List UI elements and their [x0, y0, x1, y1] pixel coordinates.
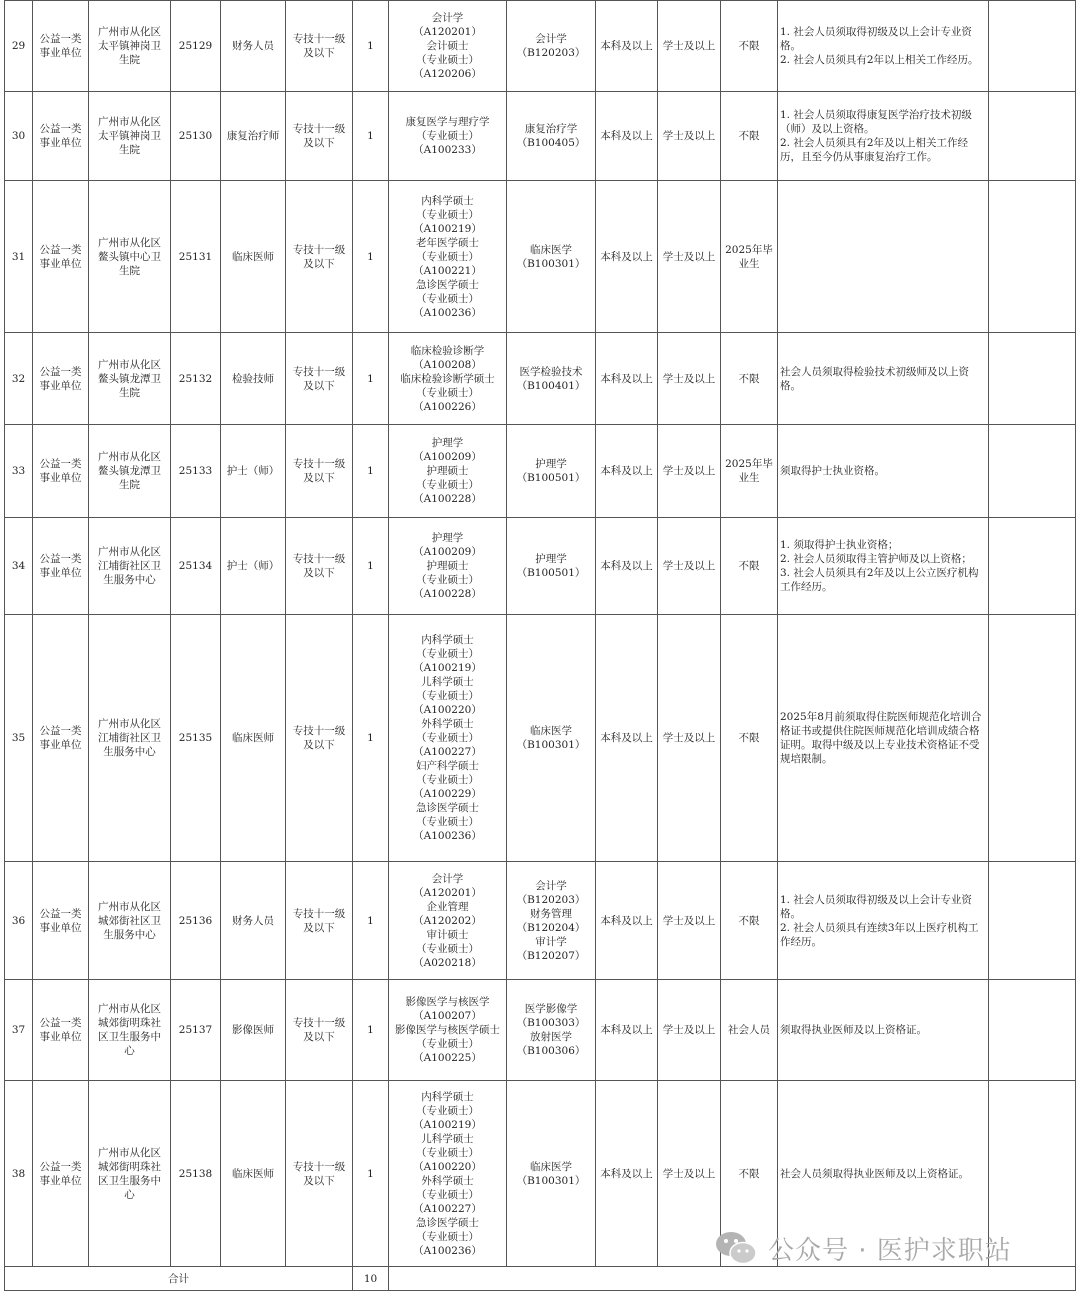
- hire-count: 1: [353, 181, 389, 333]
- position-code: 25135: [171, 615, 221, 862]
- position-level: 专技十一级 及以下: [286, 615, 353, 862]
- employer: 广州市从化区 鳌头镇龙潭卫 生院: [89, 425, 171, 518]
- undergraduate-major: 护理学 （B100501）: [507, 425, 596, 518]
- graduate-major: 护理学 （A100209） 护理硕士 （专业硕士） （A100228）: [389, 518, 507, 615]
- employer: 广州市从化区 江埔街社区卫 生服务中心: [89, 518, 171, 615]
- employer: 广州市从化区 鳌头镇中心卫 生院: [89, 181, 171, 333]
- position-name: 临床医师: [221, 1081, 286, 1267]
- position-name: 影像医师: [221, 980, 286, 1081]
- graduate-major: 护理学 （A100209） 护理硕士 （专业硕士） （A100228）: [389, 425, 507, 518]
- hire-count: 1: [353, 862, 389, 980]
- degree: 学士及以上: [658, 333, 721, 425]
- position-name: 康复治疗师: [221, 92, 286, 181]
- other-requirements: [778, 181, 989, 333]
- table-row: [5, 333, 1076, 425]
- total-row-filler: [389, 1267, 1076, 1291]
- position-code: 25136: [171, 862, 221, 980]
- position-code: 25132: [171, 333, 221, 425]
- hire-count: 1: [353, 1, 389, 92]
- notes: [989, 1, 1076, 92]
- target-applicants: 不限: [721, 1, 778, 92]
- undergraduate-major: 护理学 （B100501）: [507, 518, 596, 615]
- education: 本科及以上: [596, 92, 658, 181]
- hire-count: 1: [353, 615, 389, 862]
- watermark: [714, 1226, 1054, 1270]
- education: 本科及以上: [596, 181, 658, 333]
- position-level: 专技十一级 及以下: [286, 518, 353, 615]
- education: 本科及以上: [596, 425, 658, 518]
- other-requirements: 1. 社会人员须取得康复医学治疗技术初级（师）及以上资格。 2. 社会人员须具有2年及以上相关工作经历，且至今仍从事康复治疗工作。: [778, 92, 989, 181]
- total-label: 合计: [5, 1267, 353, 1291]
- hire-count: 1: [353, 92, 389, 181]
- row-number: 31: [5, 181, 33, 333]
- position-code: 25133: [171, 425, 221, 518]
- education: 本科及以上: [596, 1081, 658, 1267]
- hire-count: 1: [353, 980, 389, 1081]
- other-requirements: 1. 须取得护士执业资格； 2. 社会人员须取得主管护师及以上资格； 3. 社会人员须具有2年及以上公立医疗机构工作经历。: [778, 518, 989, 615]
- position-level: 专技十一级 及以下: [286, 333, 353, 425]
- other-requirements: 1. 社会人员须取得初级及以上会计专业资格。 2. 社会人员须具有2年以上相关工作经历。: [778, 1, 989, 92]
- total-count: 10: [353, 1267, 389, 1291]
- position-name: 检验技师: [221, 333, 286, 425]
- hire-count: 1: [353, 1081, 389, 1267]
- unit-type: 公益一类 事业单位: [33, 333, 89, 425]
- target-applicants: 不限: [721, 92, 778, 181]
- hire-count: 1: [353, 518, 389, 615]
- graduate-major: 内科学硕士 （专业硕士） （A100219） 儿科学硕士 （专业硕士） （A100220） 外科学硕士 （专业硕士） （A100227） 急诊医学硕士 （专业硕士） （A100236）: [389, 1081, 507, 1267]
- position-name: 护士（师）: [221, 425, 286, 518]
- undergraduate-major: 会计学 （B120203）: [507, 1, 596, 92]
- graduate-major: 内科学硕士 （专业硕士） （A100219） 儿科学硕士 （专业硕士） （A100220） 外科学硕士 （专业硕士） （A100227） 妇产科学硕士 （专业硕士） （A100229） 急诊医学硕士 （专业硕士） （A100236）: [389, 615, 507, 862]
- position-code: 25130: [171, 92, 221, 181]
- table-row: [5, 425, 1076, 518]
- notes: [989, 518, 1076, 615]
- employer: 广州市从化区 城郊街社区卫 生服务中心: [89, 862, 171, 980]
- notes: [989, 425, 1076, 518]
- position-name: 临床医师: [221, 181, 286, 333]
- total-row: [5, 1267, 1076, 1291]
- degree: 学士及以上: [658, 518, 721, 615]
- target-applicants: 2025年毕 业生: [721, 181, 778, 333]
- graduate-major: 临床检验诊断学 （A100208） 临床检验诊断学硕士 （专业硕士） （A100226）: [389, 333, 507, 425]
- degree: 学士及以上: [658, 862, 721, 980]
- education: 本科及以上: [596, 980, 658, 1081]
- employer: 广州市从化区 城郊街明珠社 区卫生服务中 心: [89, 980, 171, 1081]
- position-level: 专技十一级 及以下: [286, 181, 353, 333]
- recruitment-table: [4, 0, 1076, 1291]
- target-applicants: 不限: [721, 333, 778, 425]
- degree: 学士及以上: [658, 615, 721, 862]
- position-code: 25138: [171, 1081, 221, 1267]
- row-number: 38: [5, 1081, 33, 1267]
- position-code: 25131: [171, 181, 221, 333]
- position-code: 25137: [171, 980, 221, 1081]
- table-row: [5, 92, 1076, 181]
- unit-type: 公益一类 事业单位: [33, 1081, 89, 1267]
- position-level: 专技十一级 及以下: [286, 862, 353, 980]
- other-requirements: 须取得执业医师及以上资格证。: [778, 980, 989, 1081]
- notes: [989, 862, 1076, 980]
- graduate-major: 内科学硕士 （专业硕士） （A100219） 老年医学硕士 （专业硕士） （A100221） 急诊医学硕士 （专业硕士） （A100236）: [389, 181, 507, 333]
- notes: [989, 333, 1076, 425]
- employer: 广州市从化区 城郊街明珠社 区卫生服务中 心: [89, 1081, 171, 1267]
- education: 本科及以上: [596, 862, 658, 980]
- degree: 学士及以上: [658, 980, 721, 1081]
- education: 本科及以上: [596, 1, 658, 92]
- degree: 学士及以上: [658, 425, 721, 518]
- employer: 广州市从化区 江埔街社区卫 生服务中心: [89, 615, 171, 862]
- table-row: [5, 862, 1076, 980]
- employer: 广州市从化区 太平镇神岗卫 生院: [89, 92, 171, 181]
- position-level: 专技十一级 及以下: [286, 980, 353, 1081]
- unit-type: 公益一类 事业单位: [33, 425, 89, 518]
- row-number: 37: [5, 980, 33, 1081]
- graduate-major: 会计学 （A120201） 会计硕士 （专业硕士） （A120206）: [389, 1, 507, 92]
- unit-type: 公益一类 事业单位: [33, 92, 89, 181]
- table-row: [5, 1, 1076, 92]
- position-level: 专技十一级 及以下: [286, 1, 353, 92]
- education: 本科及以上: [596, 333, 658, 425]
- undergraduate-major: 医学检验技术 （B100401）: [507, 333, 596, 425]
- notes: [989, 92, 1076, 181]
- unit-type: 公益一类 事业单位: [33, 518, 89, 615]
- position-name: 护士（师）: [221, 518, 286, 615]
- position-level: 专技十一级 及以下: [286, 92, 353, 181]
- unit-type: 公益一类 事业单位: [33, 1, 89, 92]
- employer: 广州市从化区 太平镇神岗卫 生院: [89, 1, 171, 92]
- degree: 学士及以上: [658, 181, 721, 333]
- table-row: [5, 615, 1076, 862]
- table-row: [5, 980, 1076, 1081]
- unit-type: 公益一类 事业单位: [33, 980, 89, 1081]
- graduate-major: 会计学 （A120201） 企业管理 （A120202） 审计硕士 （专业硕士） （A020218）: [389, 862, 507, 980]
- other-requirements: 1. 社会人员须取得初级及以上会计专业资格。 2. 社会人员须具有连续3年以上医疗机构工作经历。: [778, 862, 989, 980]
- watermark-text: 公众号 · 医护求职站: [768, 1235, 1012, 1266]
- unit-type: 公益一类 事业单位: [33, 862, 89, 980]
- wechat-logo-icon: [714, 1228, 758, 1268]
- target-applicants: 不限: [721, 862, 778, 980]
- row-number: 36: [5, 862, 33, 980]
- unit-type: 公益一类 事业单位: [33, 181, 89, 333]
- position-level: 专技十一级 及以下: [286, 425, 353, 518]
- position-code: 25134: [171, 518, 221, 615]
- table-row: [5, 518, 1076, 615]
- target-applicants: 社会人员: [721, 980, 778, 1081]
- row-number: 29: [5, 1, 33, 92]
- notes: [989, 615, 1076, 862]
- position-code: 25129: [171, 1, 221, 92]
- hire-count: 1: [353, 333, 389, 425]
- row-number: 30: [5, 92, 33, 181]
- other-requirements: 社会人员须取得执业医师及以上资格证。: [778, 1081, 989, 1267]
- education: 本科及以上: [596, 615, 658, 862]
- other-requirements: 2025年8月前须取得住院医师规范化培训合格证书或提供住院医师规范化培训成绩合格证明。取得中级及以上专业技术资格证不受规培限制。: [778, 615, 989, 862]
- hire-count: 1: [353, 425, 389, 518]
- other-requirements: 须取得护士执业资格。: [778, 425, 989, 518]
- notes: [989, 181, 1076, 333]
- row-number: 35: [5, 615, 33, 862]
- undergraduate-major: 会计学 （B120203） 财务管理 （B120204） 审计学 （B120207）: [507, 862, 596, 980]
- unit-type: 公益一类 事业单位: [33, 615, 89, 862]
- position-level: 专技十一级 及以下: [286, 1081, 353, 1267]
- target-applicants: 不限: [721, 1081, 778, 1267]
- degree: 学士及以上: [658, 1, 721, 92]
- undergraduate-major: 医学影像学 （B100303） 放射医学 （B100306）: [507, 980, 596, 1081]
- table-row: [5, 181, 1076, 333]
- degree: 学士及以上: [658, 92, 721, 181]
- row-number: 34: [5, 518, 33, 615]
- education: 本科及以上: [596, 518, 658, 615]
- notes: [989, 980, 1076, 1081]
- undergraduate-major: 临床医学 （B100301）: [507, 615, 596, 862]
- row-number: 33: [5, 425, 33, 518]
- target-applicants: 不限: [721, 615, 778, 862]
- employer: 广州市从化区 鳌头镇龙潭卫 生院: [89, 333, 171, 425]
- target-applicants: 不限: [721, 518, 778, 615]
- graduate-major: 康复医学与理疗学 （专业硕士） （A100233）: [389, 92, 507, 181]
- undergraduate-major: 临床医学 （B100301）: [507, 1081, 596, 1267]
- degree: 学士及以上: [658, 1081, 721, 1267]
- position-name: 财务人员: [221, 862, 286, 980]
- other-requirements: 社会人员须取得检验技术初级师及以上资格。: [778, 333, 989, 425]
- position-name: 临床医师: [221, 615, 286, 862]
- undergraduate-major: 康复治疗学 （B100405）: [507, 92, 596, 181]
- row-number: 32: [5, 333, 33, 425]
- graduate-major: 影像医学与核医学 （A100207） 影像医学与核医学硕士 （专业硕士） （A100225）: [389, 980, 507, 1081]
- target-applicants: 2025年毕 业生: [721, 425, 778, 518]
- position-name: 财务人员: [221, 1, 286, 92]
- undergraduate-major: 临床医学 （B100301）: [507, 181, 596, 333]
